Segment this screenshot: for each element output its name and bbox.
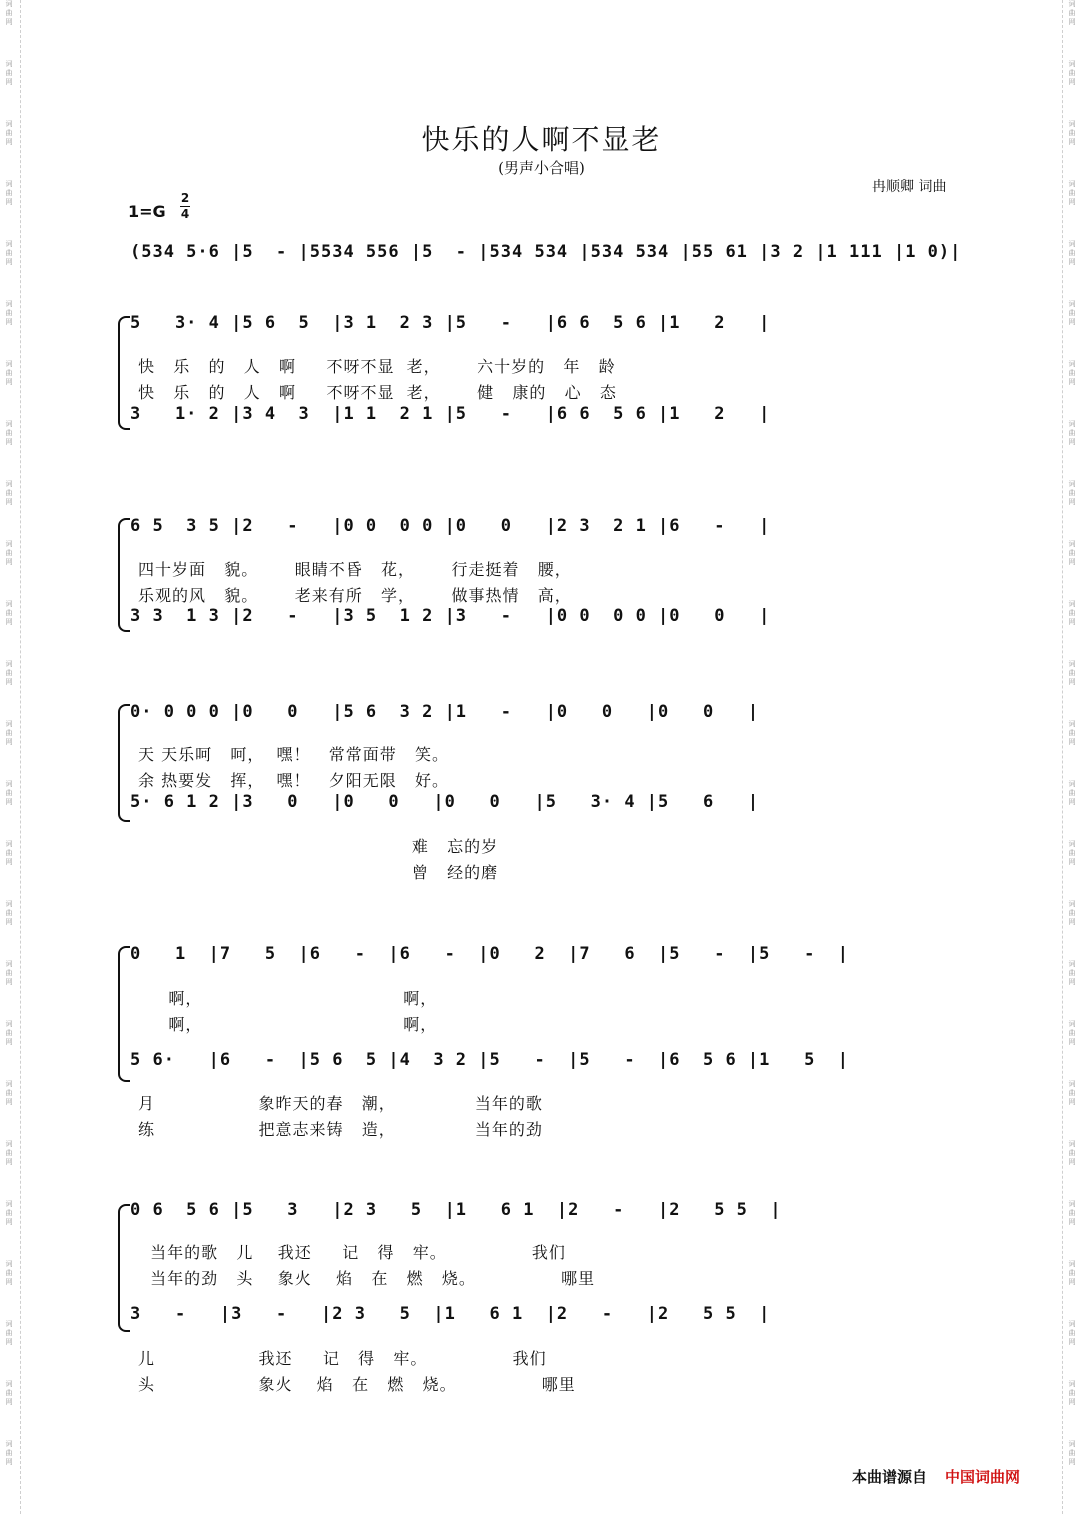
watermark-text: 词 曲 网 — [1068, 1200, 1076, 1226]
system2-lower: 3 3 1 3 |2 - |3 5 1 2 |3 - |0 0 0 0 |0 0 | — [130, 606, 771, 626]
system2-upper: 6 5 3 5 |2 - |0 0 0 0 |0 0 |2 3 2 1 |6 - | — [130, 516, 771, 536]
system4-lyric4: 练 把意志来铸 造， 当年的劲 — [138, 1120, 543, 1139]
watermark-text: 词 曲 网 — [5, 1260, 13, 1286]
intro-line: (534 5·6 |5 - |5534 556 |5 - |534 534 |534 534 |55 61 |3 2 |1 111 |1 0)| — [130, 242, 962, 262]
watermark-text: 词 曲 网 — [1068, 1440, 1076, 1466]
watermark-text: 词 曲 网 — [1068, 300, 1076, 326]
system4-lyric1: 啊， 啊， — [138, 989, 438, 1008]
watermark-text: 词 曲 网 — [5, 0, 13, 26]
system4-lyric3: 月 象昨天的春 潮， 当年的歌 — [138, 1094, 543, 1113]
system3-lyric3: 难 忘的岁 — [138, 837, 499, 856]
watermark-text: 词 曲 网 — [1068, 1260, 1076, 1286]
watermark-text: 词 曲 网 — [1068, 60, 1076, 86]
system5-lyric4: 头 象火 焰 在 燃 烧。 哪里 — [138, 1375, 576, 1394]
watermark-text: 词 曲 网 — [5, 1380, 13, 1406]
watermark-text: 词 曲 网 — [5, 1320, 13, 1346]
watermark-text: 词 曲 网 — [1068, 960, 1076, 986]
system4-lower: 5 6· |6 - |5 6 5 |4 3 2 |5 - |5 - |6 5 6 |1 5 | — [130, 1050, 850, 1070]
system1-lower: 3 1· 2 |3 4 3 |1 1 2 1 |5 - |6 6 5 6 |1 2 | — [130, 404, 771, 424]
watermark-text: 词 曲 网 — [1068, 180, 1076, 206]
system-brace — [118, 946, 130, 1082]
system2-lyric1: 四十岁面 貌。 眼睛不昏 花， 行走挺着 腰， — [138, 560, 572, 579]
watermark-text: 词 曲 网 — [1068, 1140, 1076, 1166]
left-watermark-strip — [0, 0, 21, 1514]
watermark-text: 词 曲 网 — [5, 1020, 13, 1046]
song-title: 快乐的人啊不显老 — [421, 123, 662, 156]
system-brace — [118, 518, 130, 632]
watermark-text: 词 曲 网 — [5, 1440, 13, 1466]
watermark-text: 词 曲 网 — [1068, 720, 1076, 746]
watermark-text: 词 曲 网 — [5, 660, 13, 686]
source-site-link[interactable]: 中国词曲网 — [945, 1468, 1021, 1486]
watermark-text: 词 曲 网 — [1068, 540, 1076, 566]
system4-upper: 0 1 |7 5 |6 - |6 - |0 2 |7 6 |5 - |5 - | — [130, 944, 850, 964]
watermark-text: 词 曲 网 — [1068, 420, 1076, 446]
watermark-text: 词 曲 网 — [1068, 780, 1076, 806]
watermark-text: 词 曲 网 — [5, 720, 13, 746]
watermark-text: 词 曲 网 — [5, 480, 13, 506]
watermark-text: 词 曲 网 — [5, 960, 13, 986]
system3-lyric1: 天 天乐呵 呵， 嘿！ 常常面带 笑。 — [138, 745, 450, 764]
watermark-text: 词 曲 网 — [5, 600, 13, 626]
system3-lower: 5· 6 1 2 |3 0 |0 0 |0 0 |5 3· 4 |5 6 | — [130, 792, 760, 812]
watermark-text: 词 曲 网 — [5, 300, 13, 326]
watermark-text: 词 曲 网 — [1068, 240, 1076, 266]
watermark-text: 词 曲 网 — [1068, 120, 1076, 146]
system1-lyric2: 快 乐 的 人 啊 不呀不显 老， 健 康的 心 态 — [138, 383, 617, 402]
system4-lyric2: 啊， 啊， — [138, 1015, 438, 1034]
system-brace — [118, 1204, 130, 1332]
watermark-text: 词 曲 网 — [5, 120, 13, 146]
watermark-text: 词 曲 网 — [1068, 1080, 1076, 1106]
watermark-text: 词 曲 网 — [5, 240, 13, 266]
time-signature — [180, 192, 190, 221]
system1-lyric1: 快 乐 的 人 啊 不呀不显 老， 六十岁的 年 龄 — [138, 357, 616, 376]
watermark-text: 词 曲 网 — [1068, 840, 1076, 866]
system-brace — [118, 316, 130, 430]
system3-upper: 0· 0 0 0 |0 0 |5 6 3 2 |1 - |0 0 |0 0 | — [130, 702, 760, 722]
watermark-text: 词 曲 网 — [1068, 1020, 1076, 1046]
watermark-text: 词 曲 网 — [5, 1080, 13, 1106]
watermark-text: 词 曲 网 — [5, 900, 13, 926]
system5-lyric1: 当年的歌 儿 我还 记 得 牢。 我们 — [138, 1243, 566, 1262]
system2-lyric2: 乐观的风 貌。 老来有所 学， 做事热情 高， — [138, 586, 572, 605]
watermark-text: 词 曲 网 — [1068, 1320, 1076, 1346]
watermark-text: 词 曲 网 — [5, 420, 13, 446]
song-subtitle: (男声小合唱) — [498, 159, 585, 177]
watermark-text: 词 曲 网 — [1068, 900, 1076, 926]
system3-lyric2: 余 热要发 挥， 嘿！ 夕阳无限 好。 — [138, 771, 450, 790]
system5-lyric3: 儿 我还 记 得 牢。 我们 — [138, 1349, 547, 1368]
watermark-text: 词 曲 网 — [5, 840, 13, 866]
system5-lower: 3 - |3 - |2 3 5 |1 6 1 |2 - |2 5 5 | — [130, 1304, 771, 1324]
source-label: 本曲谱源自 — [852, 1468, 928, 1486]
source-footer — [852, 1466, 1020, 1487]
time-signature-top: 2 — [180, 191, 190, 205]
author-credit: 冉顺卿 词曲 — [872, 179, 947, 195]
watermark-text: 词 曲 网 — [5, 360, 13, 386]
watermark-text: 词 曲 网 — [5, 180, 13, 206]
system3-lyric4: 曾 经的磨 — [138, 863, 499, 882]
watermark-text: 词 曲 网 — [1068, 0, 1076, 26]
system1-upper: 5 3· 4 |5 6 5 |3 1 2 3 |5 - |6 6 5 6 |1 2 | — [130, 313, 771, 333]
watermark-text: 词 曲 网 — [1068, 660, 1076, 686]
watermark-text: 词 曲 网 — [5, 540, 13, 566]
system5-lyric2: 当年的劲 头 象火 焰 在 燃 烧。 哪里 — [138, 1269, 596, 1288]
watermark-text: 词 曲 网 — [5, 1200, 13, 1226]
watermark-text: 词 曲 网 — [5, 60, 13, 86]
system-brace — [118, 704, 130, 822]
watermark-text: 词 曲 网 — [1068, 600, 1076, 626]
key-signature: 1=G — [128, 202, 166, 221]
watermark-text: 词 曲 网 — [5, 1140, 13, 1166]
watermark-text: 词 曲 网 — [1068, 480, 1076, 506]
time-signature-bottom: 4 — [180, 207, 190, 221]
watermark-text: 词 曲 网 — [1068, 360, 1076, 386]
right-watermark-strip — [1062, 0, 1083, 1514]
watermark-text: 词 曲 网 — [5, 780, 13, 806]
watermark-text: 词 曲 网 — [1068, 1380, 1076, 1406]
system5-upper: 0 6 5 6 |5 3 |2 3 5 |1 6 1 |2 - |2 5 5 | — [130, 1200, 782, 1220]
